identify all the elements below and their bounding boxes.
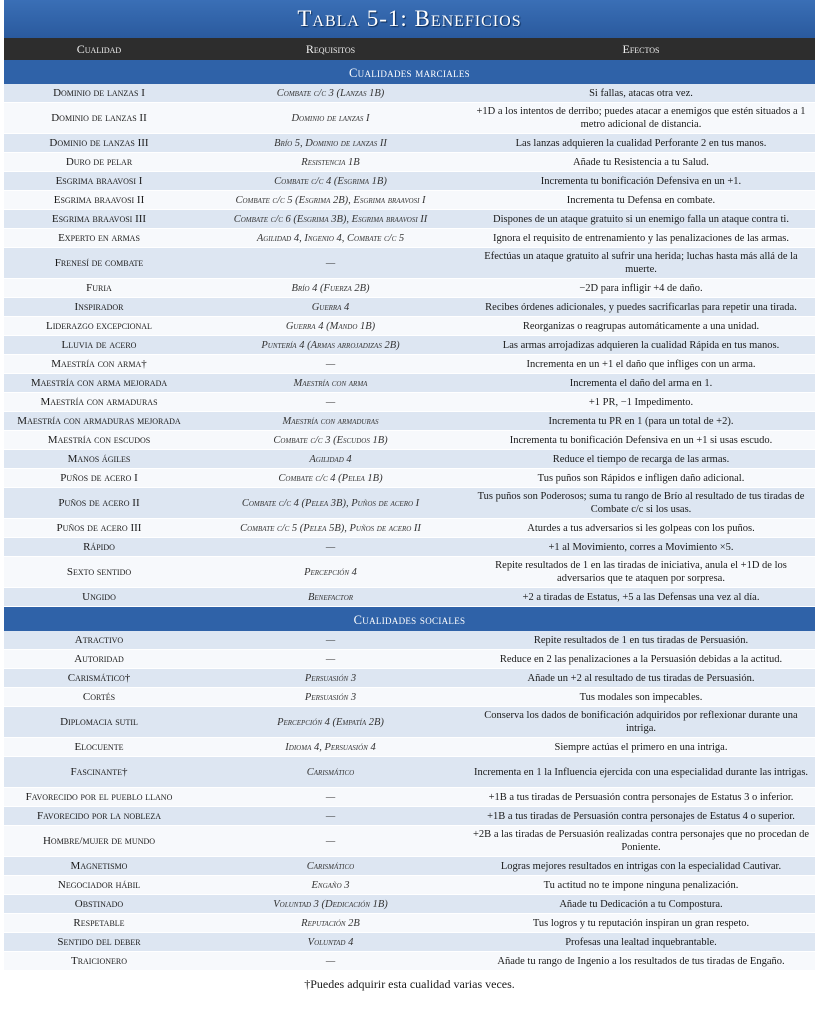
quality-cell: Dominio de lanzas III bbox=[49, 136, 149, 149]
table-row bbox=[4, 279, 815, 298]
requirements-cell: Combate c/c 4 (Esgrima 1B) bbox=[274, 175, 387, 187]
requirements-cell: Voluntad 3 (Dedicación 1B) bbox=[273, 898, 388, 910]
table-row bbox=[4, 469, 815, 488]
requirements-cell: Combate c/c 3 (Lanzas 1B) bbox=[276, 87, 385, 99]
table-row bbox=[4, 374, 815, 393]
requirements-cell: Engaño 3 bbox=[311, 879, 350, 891]
table-row bbox=[4, 103, 815, 134]
effects-cell: Tus puños son Rápidos e infligen daño adicional. bbox=[537, 472, 745, 484]
quality-cell: Dominio de lanzas I bbox=[53, 86, 145, 99]
table-row bbox=[4, 557, 815, 588]
quality-cell: Furia bbox=[86, 281, 112, 294]
effects-cell: Añade un +2 al resultado de tus tiradas de Persuasión. bbox=[527, 672, 755, 684]
table-row bbox=[4, 895, 815, 914]
table-row bbox=[4, 229, 815, 248]
quality-cell: Traicionero bbox=[70, 954, 128, 967]
requirements-cell: — bbox=[325, 396, 336, 408]
requirements-cell: — bbox=[325, 810, 336, 822]
effects-cell: Si fallas, atacas otra vez. bbox=[589, 87, 693, 99]
effects-cell: +1D a los intentos de derribo; puedes atacar a enemigos que estén situados a 1 metro adicional de distancia. bbox=[476, 106, 806, 130]
table-row bbox=[4, 134, 815, 153]
column-header-requirements: Requisitos bbox=[305, 42, 356, 56]
quality-cell: Favorecido por el pueblo llano bbox=[25, 790, 173, 803]
effects-cell: Las armas arrojadizas adquieren la cualidad Rápida en tus manos. bbox=[502, 339, 780, 351]
table-row bbox=[4, 450, 815, 469]
quality-cell: Maestría con armaduras bbox=[40, 395, 158, 408]
quality-cell: Puños de acero II bbox=[58, 496, 140, 509]
column-header-quality: Cualidad bbox=[76, 42, 122, 56]
table-row bbox=[4, 669, 815, 688]
requirements-cell: Maestría con armaduras bbox=[282, 415, 379, 427]
quality-cell: Liderazgo excepcional bbox=[46, 319, 152, 332]
effects-cell: Logras mejores resultados en intrigas con la especialidad Cautivar. bbox=[500, 860, 782, 872]
effects-cell: Las lanzas adquieren la cualidad Perforante 2 en tus manos. bbox=[515, 137, 767, 149]
effects-cell: +2B a las tiradas de Persuasión realizadas contra personajes que no procedan de Poniente. bbox=[473, 829, 809, 853]
effects-cell: Repite resultados de 1 en las tiradas de iniciativa, anula el +1D de los adversarios que te ataquen por sorpresa. bbox=[495, 560, 787, 584]
quality-cell: Fascinante† bbox=[70, 765, 128, 778]
table-row bbox=[4, 650, 815, 669]
requirements-cell: Combate c/c 4 (Pelea 1B) bbox=[278, 472, 383, 484]
requirements-cell: Reputación 2B bbox=[301, 917, 360, 929]
table-row bbox=[4, 317, 815, 336]
effects-cell: Añade tu rango de Ingenio a los resultados de tus tiradas de Engaño. bbox=[497, 955, 785, 967]
table-row bbox=[4, 876, 815, 895]
table-row bbox=[4, 857, 815, 876]
requirements-cell: — bbox=[325, 791, 336, 803]
quality-cell: Sexto sentido bbox=[66, 565, 132, 578]
quality-cell: Favorecido por la nobleza bbox=[36, 809, 161, 822]
table-row bbox=[4, 519, 815, 538]
requirements-cell: — bbox=[325, 835, 336, 847]
quality-cell: Magnetismo bbox=[70, 859, 128, 872]
table-row bbox=[4, 914, 815, 933]
requirements-cell: Percepción 4 (Empatía 2B) bbox=[277, 716, 384, 728]
quality-cell: Dominio de lanzas II bbox=[51, 111, 147, 124]
requirements-cell: Idioma 4, Persuasión 4 bbox=[285, 741, 376, 753]
table-row bbox=[4, 84, 815, 103]
table-row bbox=[4, 248, 815, 279]
requirements-cell: Brío 5, Dominio de lanzas II bbox=[274, 137, 387, 149]
effects-cell: Ignora el requisito de entrenamiento y las penalizaciones de las armas. bbox=[493, 232, 789, 244]
section-header: Cualidades sociales bbox=[4, 607, 815, 631]
effects-cell: Incrementa en 1 la Influencia ejercida con una especialidad durante las intrigas. bbox=[473, 766, 809, 778]
effects-cell: Reduce el tiempo de recarga de las armas. bbox=[552, 453, 730, 465]
effects-cell: Incrementa en un +1 el daño que infliges con un arma. bbox=[526, 358, 756, 370]
quality-cell: Respetable bbox=[73, 916, 125, 929]
quality-cell: Atractivo bbox=[74, 633, 124, 646]
effects-cell: Aturdes a tus adversarios si les golpeas con los puños. bbox=[527, 522, 755, 534]
quality-cell: Duro de pelar bbox=[65, 155, 133, 168]
table-row bbox=[4, 336, 815, 355]
quality-cell: Rápido bbox=[83, 540, 115, 553]
effects-cell: Incrementa tu PR en 1 (para un total de +2). bbox=[548, 415, 734, 427]
quality-cell: Manos ágiles bbox=[67, 452, 131, 465]
table-title: Tabla 5-1: Beneficios bbox=[4, 0, 815, 38]
requirements-cell: Carismático bbox=[306, 766, 355, 778]
quality-cell: Carismático† bbox=[67, 671, 131, 684]
requirements-cell: Combate c/c 5 (Pelea 5B), Puños de acero II bbox=[240, 522, 421, 534]
table-row bbox=[4, 412, 815, 431]
quality-cell: Negociador hábil bbox=[57, 878, 141, 891]
quality-cell: Esgrima braavosi I bbox=[55, 174, 143, 187]
effects-cell: Incrementa el daño del arma en 1. bbox=[569, 377, 713, 389]
requirements-cell: Agilidad 4, Ingenio 4, Combate c/c 5 bbox=[256, 232, 405, 244]
quality-cell: Ungido bbox=[82, 590, 116, 603]
effects-cell: Incrementa tu bonificación Defensiva en un +1 si usas escudo. bbox=[509, 434, 773, 446]
quality-cell: Sentido del deber bbox=[57, 935, 141, 948]
quality-cell: Maestría con arma† bbox=[51, 357, 147, 370]
effects-cell: Incrementa tu bonificación Defensiva en un +1. bbox=[540, 175, 742, 187]
effects-cell: Siempre actúas el primero en una intriga. bbox=[554, 741, 728, 753]
table-row bbox=[4, 393, 815, 412]
quality-cell: Diplomacia sutil bbox=[60, 715, 138, 728]
effects-cell: Reduce en 2 las penalizaciones a la Persuasión debidas a la actitud. bbox=[499, 653, 783, 665]
table-row bbox=[4, 707, 815, 738]
effects-cell: +1B a tus tiradas de Persuasión contra personajes de Estatus 3 o inferior. bbox=[488, 791, 794, 803]
table-row bbox=[4, 688, 815, 707]
table-row bbox=[4, 172, 815, 191]
table-row bbox=[4, 933, 815, 952]
requirements-cell: Guerra 4 (Mando 1B) bbox=[285, 320, 376, 332]
effects-cell: +1B a tus tiradas de Persuasión contra personajes de Estatus 4 o superior. bbox=[487, 810, 795, 822]
quality-cell: Hombre/mujer de mundo bbox=[42, 834, 156, 847]
effects-cell: Añade tu Dedicación a tu Compostura. bbox=[559, 898, 723, 910]
requirements-cell: Percepción 4 bbox=[304, 566, 357, 578]
table-row bbox=[4, 298, 815, 317]
requirements-cell: Puntería 4 (Armas arrojadizas 2B) bbox=[261, 339, 400, 351]
quality-cell: Autoridad bbox=[74, 652, 124, 665]
quality-cell: Puños de acero I bbox=[60, 471, 138, 484]
quality-cell: Puños de acero III bbox=[56, 521, 142, 534]
table-row bbox=[4, 488, 815, 519]
table-row bbox=[4, 210, 815, 229]
requirements-cell: Guerra 4 bbox=[311, 301, 350, 313]
effects-cell: Tus puños son Poderosos; suma tu rango de Brío al resultado de tus tiradas de Combate c/c si los usas. bbox=[477, 491, 805, 515]
requirements-cell: Carismático bbox=[306, 860, 355, 872]
table-row bbox=[4, 355, 815, 374]
effects-cell: Reorganizas o reagrupas automáticamente a una unidad. bbox=[522, 320, 760, 332]
quality-cell: Experto en armas bbox=[58, 231, 140, 244]
benefits-table bbox=[4, 0, 815, 992]
table-row bbox=[4, 826, 815, 857]
table-row bbox=[4, 757, 815, 788]
quality-cell: Lluvia de acero bbox=[61, 338, 137, 351]
requirements-cell: Combate c/c 4 (Pelea 3B), Puños de acero I bbox=[241, 497, 420, 509]
quality-cell: Maestría con armaduras mejorada bbox=[17, 414, 181, 427]
effects-cell: +1 PR, −1 Impedimento. bbox=[588, 396, 694, 408]
requirements-cell: — bbox=[325, 955, 336, 967]
effects-cell: Tu actitud no te impone ninguna penalización. bbox=[543, 879, 739, 891]
requirements-cell: Voluntad 4 bbox=[307, 936, 354, 948]
quality-cell: Inspirador bbox=[74, 300, 124, 313]
effects-cell: Recibes órdenes adicionales, y puedes sacrificarlas para repetir una tirada. bbox=[485, 301, 797, 313]
effects-cell: Tus modales son impecables. bbox=[579, 691, 703, 703]
effects-cell: +2 a tiradas de Estatus, +5 a las Defensas una vez al día. bbox=[522, 591, 760, 603]
quality-cell: Esgrima braavosi III bbox=[51, 212, 147, 225]
table-row bbox=[4, 538, 815, 557]
effects-cell: Profesas una lealtad inquebrantable. bbox=[565, 936, 717, 948]
quality-cell: Elocuente bbox=[74, 740, 124, 753]
requirements-cell: Persuasión 3 bbox=[304, 691, 357, 703]
table-row bbox=[4, 191, 815, 210]
table-body bbox=[4, 60, 815, 971]
requirements-cell: Persuasión 3 bbox=[304, 672, 357, 684]
effects-cell: Repite resultados de 1 en tus tiradas de Persuasión. bbox=[533, 634, 749, 646]
quality-cell: Maestría con arma mejorada bbox=[30, 376, 168, 389]
requirements-cell: — bbox=[325, 634, 336, 646]
column-header-row bbox=[4, 38, 815, 60]
quality-cell: Maestría con escudos bbox=[47, 433, 151, 446]
table-row bbox=[4, 738, 815, 757]
requirements-cell: — bbox=[325, 541, 336, 553]
table-row bbox=[4, 153, 815, 172]
requirements-cell: Agilidad 4 bbox=[309, 453, 352, 465]
requirements-cell: Combate c/c 5 (Esgrima 2B), Esgrima braavosi I bbox=[235, 194, 426, 206]
quality-cell: Cortés bbox=[82, 690, 116, 703]
effects-cell: Incrementa tu Defensa en combate. bbox=[566, 194, 716, 206]
table-row bbox=[4, 788, 815, 807]
effects-cell: Añade tu Resistencia a tu Salud. bbox=[573, 156, 709, 168]
requirements-cell: Dominio de lanzas I bbox=[291, 112, 370, 124]
requirements-cell: Maestría con arma bbox=[293, 377, 368, 389]
quality-cell: Esgrima braavosi II bbox=[53, 193, 145, 206]
requirements-cell: — bbox=[325, 653, 336, 665]
requirements-cell: Combate c/c 6 (Esgrima 3B), Esgrima braavosi II bbox=[233, 213, 428, 225]
requirements-cell: — bbox=[325, 358, 336, 370]
footnote: †Puedes adquirir esta cualidad varias veces. bbox=[304, 977, 515, 991]
table-row bbox=[4, 431, 815, 450]
requirements-cell: Brío 4 (Fuerza 2B) bbox=[291, 282, 370, 294]
effects-cell: Tus logros y tu reputación inspiran un gran respeto. bbox=[532, 917, 750, 929]
table-row bbox=[4, 631, 815, 650]
table-row bbox=[4, 807, 815, 826]
column-header-effects: Efectos bbox=[622, 42, 660, 56]
table-row bbox=[4, 588, 815, 607]
effects-cell: Efectúas un ataque gratuito al sufrir una herida; luchas hasta más allá de la muerte. bbox=[484, 251, 798, 275]
requirements-cell: Benefactor bbox=[307, 591, 354, 603]
effects-cell: Conserva los dados de bonificación adquiridos por reflexionar durante una intriga. bbox=[484, 710, 798, 734]
effects-cell: −2D para infligir +4 de daño. bbox=[579, 282, 703, 294]
requirements-cell: Resistencia 1B bbox=[301, 156, 360, 168]
effects-cell: Dispones de un ataque gratuito si un enemigo falla un ataque contra ti. bbox=[493, 213, 789, 225]
requirements-cell: — bbox=[325, 257, 336, 269]
effects-cell: +1 al Movimiento, corres a Movimiento ×5. bbox=[548, 541, 734, 553]
requirements-cell: Combate c/c 3 (Escudos 1B) bbox=[273, 434, 388, 446]
quality-cell: Frenesí de combate bbox=[54, 256, 144, 269]
quality-cell: Obstinado bbox=[74, 897, 124, 910]
section-header: Cualidades marciales bbox=[4, 60, 815, 84]
table-row bbox=[4, 952, 815, 971]
